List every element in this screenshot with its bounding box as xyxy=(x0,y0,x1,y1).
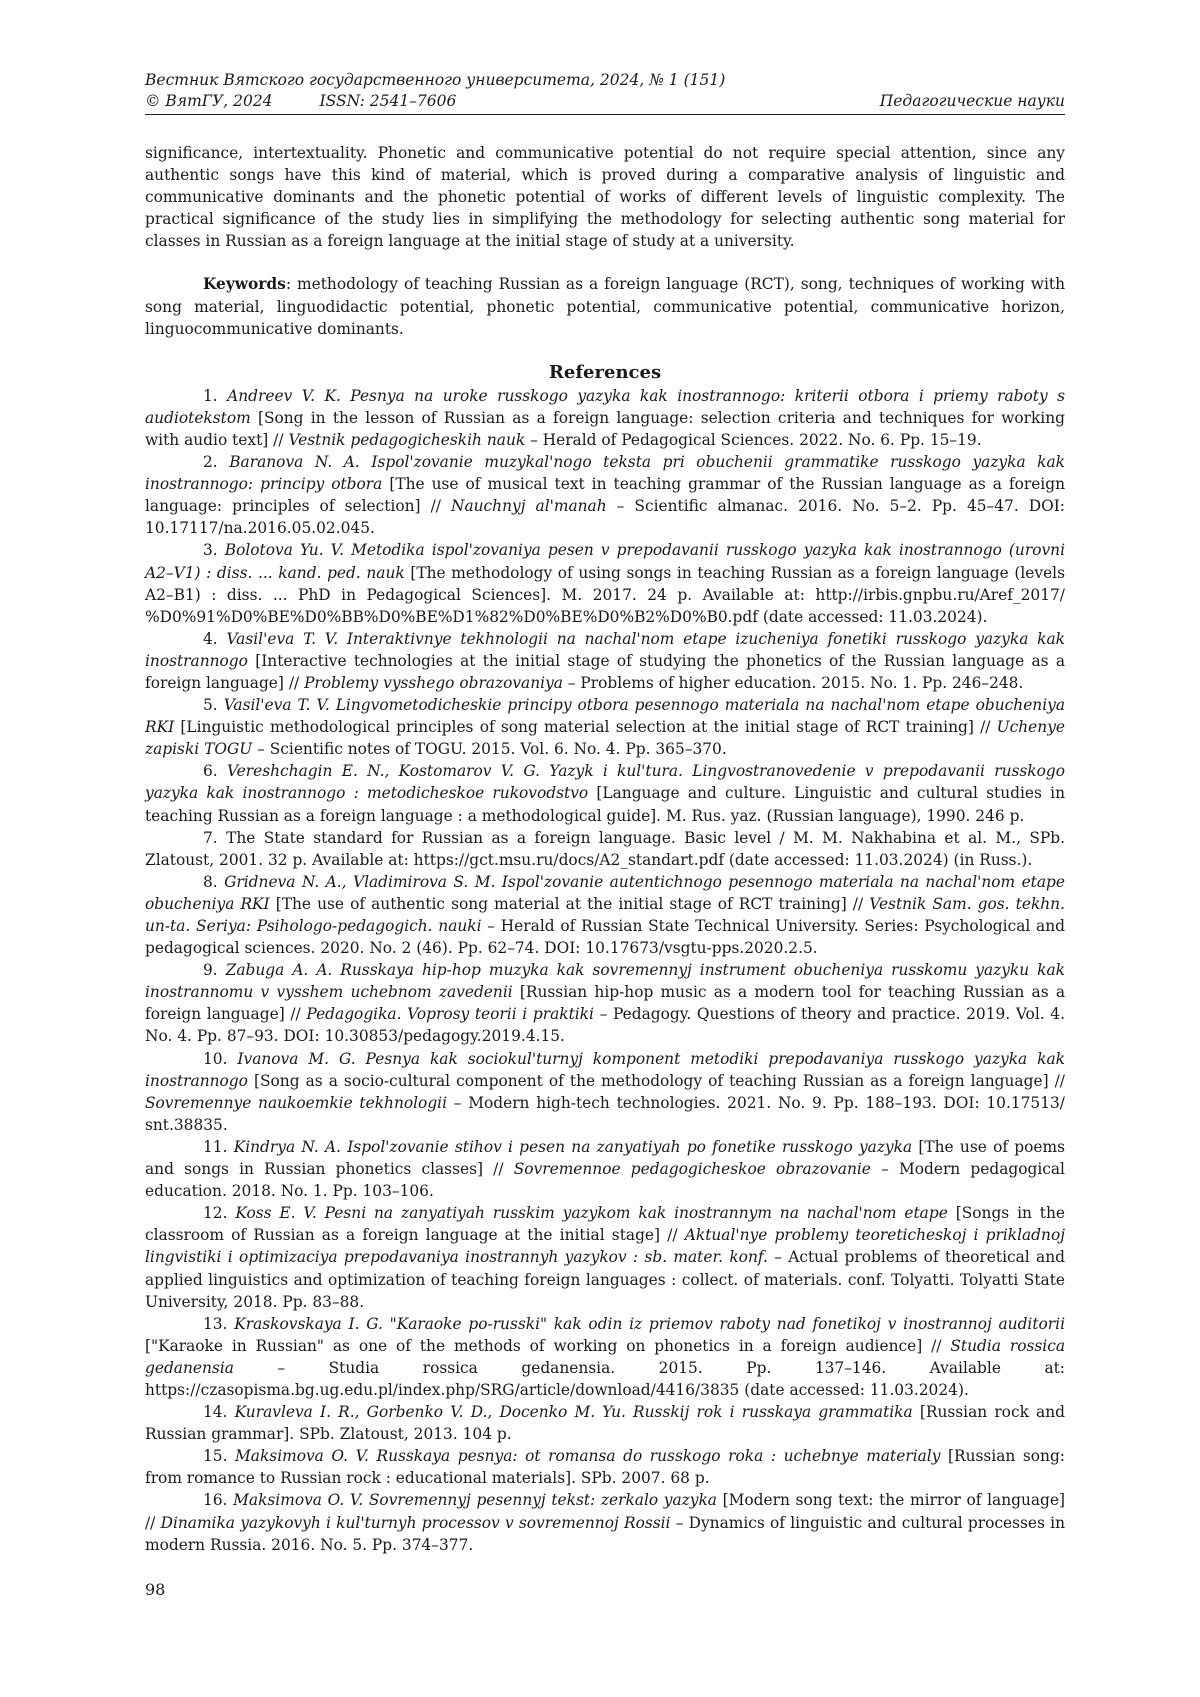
reference-num: 15. xyxy=(203,1447,236,1466)
reference-t2: – Herald of Russian State Technical University. Series: Psychological and pedagogical sciences. 2020. No. 2 (46). Pp. 62–74. DOI: 10.17673/vsgtu-pps.2020.2.5. xyxy=(145,917,1065,958)
reference-t2: – Studia rossica gedanensia. 2015. Pp. 137–146. Available at: https://czasopisma.bg.ug.edu.pl/index.php/SRG/article/download/4416/3835 (date accessed: 11.03.2024). xyxy=(145,1358,1065,1399)
references-list xyxy=(145,385,1065,1556)
reference-item xyxy=(145,1401,1065,1445)
reference-it2: Studia rossica gedanensia xyxy=(145,1336,1065,1377)
reference-num: 5. xyxy=(203,696,224,715)
reference-item xyxy=(145,628,1065,694)
reference-t1: [The use of poems and songs in Russian phonetics classes] // xyxy=(145,1137,1065,1179)
reference-t1: [The methodology of using songs in teaching Russian as a foreign language (levels A2–B1) : diss. ... PhD in Pedagogical Sciences]. M. 2017. 24 p. Available at: http://irbis.gnpbu.ru/Aref_2017/ %D0%91%D0%BE%D0%BB%D0%BE%D1%82%D0%BE%D0%B2%D0%B0.pdf (date accessed: 11.03.2024). xyxy=(145,563,1065,626)
reference-item xyxy=(145,760,1065,826)
reference-it2: Sovremennye naukoemkie tekhnologii xyxy=(145,1093,448,1112)
reference-item xyxy=(145,1202,1065,1312)
reference-num: 11. xyxy=(203,1137,234,1156)
reference-item xyxy=(145,539,1065,627)
reference-num: 12. xyxy=(203,1204,236,1223)
reference-it: Vasil'eva T. V. Lingvometodicheskie principy otbora pesennogo materiala na nachal'nom etape obucheniya RKI xyxy=(145,696,1066,737)
keywords xyxy=(145,273,1065,339)
reference-num: 16. xyxy=(203,1491,234,1510)
reference-num: 1. xyxy=(203,386,228,405)
copyright: © ВятГУ, 2024 xyxy=(145,92,273,110)
page-number: 98 xyxy=(145,1580,166,1599)
reference-item xyxy=(145,385,1065,451)
reference-t2: – Scientific notes of TOGU. 2015. Vol. 6. No. 4. Pp. 365–370. xyxy=(252,740,727,759)
reference-t1: [Song in the lesson of Russian as a foreign language: selection criteria and techniques for working with audio text] // xyxy=(145,408,1065,449)
reference-t1: [Songs in the classroom of Russian as a foreign language at the initial stage] // xyxy=(145,1204,1066,1245)
reference-t2: – Herald of Pedagogical Sciences. 2022. No. 6. Pp. 15–19. xyxy=(525,430,982,449)
reference-item xyxy=(145,1313,1065,1401)
reference-it2: Aktual'nye problemy teoreticheskoj i prikladnoj lingvistiki i optimizaciya prepodavaniya inostrannyh yazykov : sb. mater. konf. xyxy=(145,1226,1065,1267)
reference-it2: Uchenye zapiski TOGU xyxy=(145,718,1065,759)
reference-t2: – Pedagogy. Questions of theory and practice. 2019. Vol. 4. No. 4. Pp. 87–93. DOI: 10.30853/pedagogy.2019.4.15. xyxy=(145,1005,1065,1046)
reference-num: 13. xyxy=(203,1314,235,1333)
reference-num: 3. xyxy=(203,541,225,560)
reference-it: Kraskovskaya I. G. "Karaoke po-russki" kak odin iz priemov raboty nad fonetikoj v inostrannoj auditorii xyxy=(234,1314,1066,1333)
reference-item xyxy=(145,871,1065,959)
reference-t1: [Interactive technologies at the initial stage of studying the phonetics of the Russian language as a foreign language] // xyxy=(145,651,1065,692)
reference-t1: [Song as a socio-cultural component of the methodology of teaching Russian as a foreign language] // xyxy=(247,1071,1065,1090)
reference-t1: [Modern song text: the mirror of language] // xyxy=(145,1491,1066,1532)
reference-t1: [Language and culture. Linguistic and cultural studies in teaching Russian as a foreign language : a methodological guide]. M. Rus. yaz. (Russian language), 1990. 246 p. xyxy=(145,784,1065,825)
reference-item xyxy=(145,694,1065,760)
issn: ISSN: 2541–7606 xyxy=(319,92,457,110)
reference-it: Vereshchagin E. N., Kostomarov V. G. Yazyk i kul'tura. Lingvostranovedenie v prepodavanii russkogo yazyka kak inostrannogo : metodicheskoe rukovodstvo xyxy=(145,762,1065,803)
reference-num: 7. xyxy=(203,828,227,847)
reference-t2: – Dynamics of linguistic and cultural processes in modern Russia. 2016. No. 5. Pp. 374–377. xyxy=(145,1513,1065,1554)
journal-title: Вестник Вятского государственного университета, 2024, № 1 (151) xyxy=(145,71,726,89)
reference-item xyxy=(145,827,1065,871)
reference-t2: – Modern pedagogical education. 2018. No. 1. Pp. 103–106. xyxy=(145,1160,1065,1201)
reference-num: 4. xyxy=(203,629,227,648)
reference-it2: Pedagogika. Voprosy teorii i praktiki xyxy=(306,1005,594,1024)
reference-num: 14. xyxy=(203,1403,235,1422)
reference-it: Maksimova O. V. Sovremennyj pesennyj tekst: zerkalo yazyka xyxy=(233,1491,717,1510)
reference-item xyxy=(145,451,1065,539)
reference-num: 6. xyxy=(203,762,227,781)
reference-item xyxy=(145,959,1065,1047)
reference-it2: Vestnik Sam. gos. tekhn. un-ta. Seriya: Psihologo-pedagogich. nauki xyxy=(145,894,1065,935)
reference-t1: The State standard for Russian as a foreign language. Basic level / M. M. Nakhabina et al. M., SPb. Zlatoust, 2001. 32 p. Available at: https://gct.msu.ru/docs/A2_standart.pdf (date accessed: 11.03.2024) (in Russ.). xyxy=(145,828,1065,869)
reference-t2: – Actual problems of theoretical and applied linguistics and optimization of teaching foreign languages : collect. of materials. conf. Tolyatti. Tolyatti State University, 2018. Pp. 83–88. xyxy=(145,1248,1065,1311)
reference-it: Ivanova M. G. Pesnya kak sociokul'turnyj komponent metodiki prepodavaniya russkogo yazyka kak inostrannogo xyxy=(145,1049,1065,1090)
reference-t2: – Modern high-tech technologies. 2021. No. 9. Pp. 188–193. DOI: 10.17513/ snt.38835. xyxy=(145,1093,1065,1134)
section-name: Педагогические науки xyxy=(879,92,1065,110)
reference-num: 8. xyxy=(203,872,225,891)
reference-it: Gridneva N. A., Vladimirova S. M. Ispol'zovanie autentichnogo pesennogo materiala na nachal'nom etape obucheniya RKI xyxy=(145,872,1065,913)
reference-it: Vasil'eva T. V. Interaktivnye tekhnologii na nachal'nom etape izucheniya fonetiki russkogo yazyka kak inostrannogo xyxy=(145,629,1065,670)
reference-t2: – Problems of higher education. 2015. No. 1. Pp. 246–248. xyxy=(562,673,1024,692)
reference-it: Maksimova O. V. Russkaya pesnya: ot romansa do russkogo roka : uchebnye materialy xyxy=(235,1447,941,1466)
reference-t1: [Russian hip-hop music as a modern tool for teaching Russian as a foreign language] // xyxy=(145,983,1065,1024)
reference-it2: Sovremennoe pedagogicheskoe obrazovanie xyxy=(513,1160,871,1179)
reference-item xyxy=(145,1445,1065,1489)
reference-it: Baranova N. A. Ispol'zovanie muzykal'nogo teksta pri obuchenii grammatike russkogo yazyka kak inostrannogo: principy otbora xyxy=(145,453,1066,494)
keywords-text: : methodology of teaching Russian as a foreign language (RCT), song, techniques of working with song material, linguodidactic potential, phonetic potential, communicative potential, communicative horizon, linguocommunicative dominants. xyxy=(145,275,1065,338)
reference-t1: [Linguistic methodological principles of song material selection at the initial stage of RCT training] // xyxy=(174,718,997,737)
reference-it: Andreev V. K. Pesnya na uroke russkogo yazyka kak inostrannogo: kriterii otbora i priemy raboty s audiotekstom xyxy=(145,386,1066,427)
reference-it: Kuravleva I. R., Gorbenko V. D., Docenko M. Yu. Russkij rok i russkaya grammatika xyxy=(234,1403,913,1422)
reference-t1: [The use of musical text in teaching grammar of the Russian language as a foreign language: principles of selection] // xyxy=(145,475,1065,516)
reference-num: 9. xyxy=(203,961,226,980)
reference-item xyxy=(145,1136,1065,1202)
abstract-tail: significance, intertextuality. Phonetic and communicative potential do not require special attention, since any authentic songs have this kind of material, which is proved during a comparative analysis of linguistic and communicative dominants and the phonetic potential of works of different levels of linguistic complexity. The practical significance of the study lies in simplifying the methodology for selecting authentic song material for classes in Russian as a foreign language at the initial stage of study at a university. xyxy=(145,144,1065,251)
reference-it2: Problemy vysshego obrazovaniya xyxy=(304,673,563,692)
reference-t1: ["Karaoke in Russian" as one of the methods of working on phonetics in a foreign audience] // xyxy=(145,1336,951,1355)
reference-t1: [The use of authentic song material at the initial stage of RCT training] // xyxy=(269,894,870,913)
reference-t1: [Russian rock and Russian grammar]. SPb. Zlatoust, 2013. 104 p. xyxy=(145,1403,1065,1444)
reference-it2: Dinamika yazykovyh i kul'turnyh processov v sovremennoj Rossii xyxy=(160,1513,671,1532)
reference-item xyxy=(145,1489,1065,1555)
reference-it: Kindrya N. A. Ispol'zovanie stihov i pesen na zanyatiyah po fonetike russkogo yazyka xyxy=(233,1137,913,1156)
page xyxy=(145,70,1065,1556)
reference-t2: – Scientific almanac. 2016. No. 5–2. Pp. 45–47. DOI: 10.17117/na.2016.05.02.045. xyxy=(145,497,1065,538)
header-rule xyxy=(145,114,1065,115)
keywords-label: Keywords xyxy=(203,275,286,294)
reference-it2: Vestnik pedagogicheskih nauk xyxy=(288,430,526,449)
running-header xyxy=(145,70,1065,115)
reference-it: Bolotova Yu. V. Metodika ispol'zovaniya pesen v prepodavanii russkogo yazyka kak inostrannogo (urovni A2–V1) : diss. ... kand. ped. nauk xyxy=(145,541,1065,582)
reference-it: Zabuga A. A. Russkaya hip-hop muzyka kak sovremennyj instrument obucheniya russkomu yazyku kak inostrannomu v vysshem uchebnom zavedenii xyxy=(145,961,1065,1002)
references-title: References xyxy=(548,361,662,383)
reference-t1: [Russian song: from romance to Russian rock : educational materials]. SPb. 2007. 68 p. xyxy=(145,1447,1065,1488)
reference-it2: Nauchnyj al'manah xyxy=(451,497,607,516)
reference-num: 2. xyxy=(203,453,230,472)
reference-it: Koss E. V. Pesni na zanyatiyah russkim yazykom kak inostrannym na nachal'nom etape xyxy=(235,1204,948,1223)
reference-item xyxy=(145,1048,1065,1136)
reference-num: 10. xyxy=(203,1049,238,1068)
